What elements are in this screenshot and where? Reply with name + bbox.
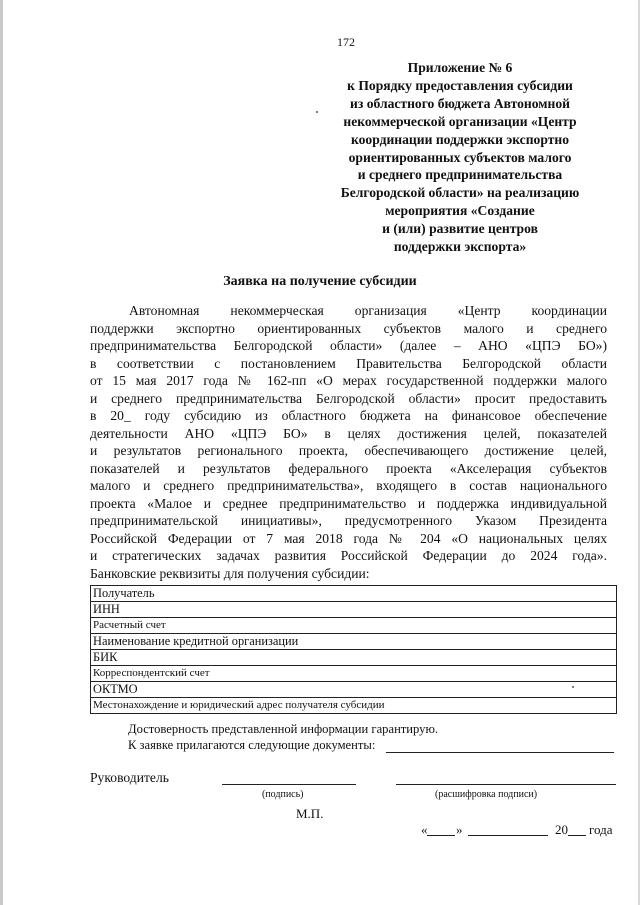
appendix-line: Приложение № 6 <box>407 60 513 75</box>
table-row <box>91 698 617 714</box>
body-line: и среднего предпринимательства Белгородской области» просит предоставить <box>90 390 607 406</box>
date-close-quote: » <box>456 822 463 837</box>
table-row <box>91 618 617 634</box>
body-line: поддержки экспортно ориентированных субъектов малого и среднего <box>90 320 607 336</box>
table-row <box>91 602 617 618</box>
body-line: и стратегических задачах развития Российской Федерации до 2024 года». <box>90 548 607 563</box>
bank-row-account: Расчетный счет <box>91 618 617 634</box>
bank-row-recipient: Получатель <box>91 586 617 602</box>
bank-details-table <box>90 585 617 714</box>
body-line: и результатов регионального проекта, обеспечивающего достижение целей, <box>90 443 607 458</box>
body-line: в 20_ году субсидию из областного бюджета на финансовое обеспечение <box>90 408 607 423</box>
body-line: показателей и результатов федерального проекта «Акселерация субъектов <box>90 460 607 476</box>
date-year-line <box>568 835 586 836</box>
body-line: проекта «Малое и среднее предпринимательство и поддержка индивидуальной <box>90 495 607 511</box>
bank-row-bank-name: Наименование кредитной организации <box>91 634 617 650</box>
decoding-caption: (расшифровка подписи) <box>435 789 538 800</box>
date-year-prefix: 20 <box>555 822 568 837</box>
body-line: предпринимательской инициативы», предусмотренного Указом Президента <box>90 513 607 528</box>
appendix-line: поддержки экспорта» <box>393 239 527 255</box>
table-row <box>91 682 617 698</box>
body-line: от 15 мая 2017 года № 162-пп «О мерах государственной поддержки малого <box>90 373 607 388</box>
appendix-line: координации поддержки экспортно <box>350 131 570 147</box>
appendix-header <box>318 59 602 256</box>
appendix-line: некоммерческой организации «Центр <box>343 113 577 129</box>
head-label: Руководитель <box>90 770 169 785</box>
body-line: Российской Федерации от 7 мая 2018 года № 204 «О национальных целях <box>90 530 607 546</box>
stamp-place: М.П. <box>296 806 324 821</box>
page-number: 172 <box>337 35 355 49</box>
scan-edge-left <box>0 0 3 905</box>
application-title: Заявка на получение субсидии <box>223 274 417 289</box>
scan-speck <box>316 111 318 113</box>
bank-row-inn: ИНН <box>91 602 617 618</box>
date-month-line <box>468 835 548 836</box>
table-row <box>91 650 617 666</box>
guarantee-statement: Достоверность представленной информации гарантирую. <box>128 722 439 736</box>
body-line: в соответствии с постановлением Правительства Белгородской области <box>90 355 607 371</box>
bank-row-address: Местонахождение и юридический адрес получателя субсидии <box>91 698 617 714</box>
date-day-line <box>427 835 455 836</box>
appendix-line: к Порядку предоставления субсидии <box>347 77 573 93</box>
date-open-quote: « <box>421 822 428 837</box>
body-line: Автономная некоммерческая организация «Центр координации <box>129 303 607 318</box>
application-body <box>90 302 607 582</box>
attached-documents-line <box>386 752 614 753</box>
date-year-word: года <box>589 822 613 837</box>
appendix-line: и (или) развитие центров <box>382 221 538 237</box>
scan-speck <box>572 686 574 688</box>
appendix-line: мероприятия «Создание <box>385 203 535 219</box>
body-line: предпринимательства Белгородской области» (далее – АНО «ЦПЭ БО») <box>90 338 607 353</box>
attached-documents-label: К заявке прилагаются следующие документы: <box>128 738 376 752</box>
body-line: малого и среднего предпринимательства», входящего в состав национального <box>90 478 607 493</box>
appendix-line: и среднего предпринимательства <box>357 167 563 183</box>
signature-decoding-line <box>396 784 616 785</box>
bank-row-bik: БИК <box>91 650 617 666</box>
bank-row-corr-account: Корреспондентский счет <box>91 666 617 682</box>
table-row <box>91 586 617 602</box>
table-row <box>91 666 617 682</box>
body-line: Банковские реквизиты для получения субсидии: <box>90 565 370 581</box>
bank-row-oktmo: ОКТМО <box>91 682 617 698</box>
signature-caption: (подпись) <box>262 789 304 800</box>
appendix-line: ориентированных субъектов малого <box>348 149 572 165</box>
appendix-line: Белгородской области» на реализацию <box>340 185 580 201</box>
body-line: деятельности АНО «ЦПЭ БО» в целях достижения целей, показателей <box>90 425 607 441</box>
table-row <box>91 634 617 650</box>
signature-line <box>222 784 356 785</box>
appendix-line: из областного бюджета Автономной <box>350 95 570 111</box>
